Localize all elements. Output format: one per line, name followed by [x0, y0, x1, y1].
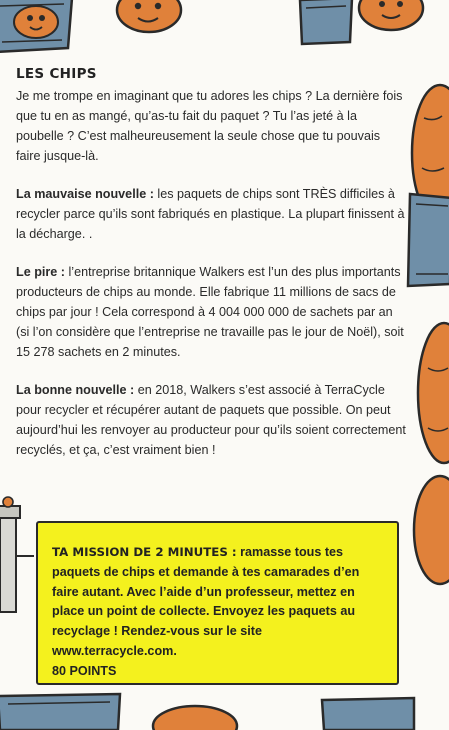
mission-text: ramasse tous tes paquets de chips et demande à tes camarades d’en faire autant. Avec l’aide d’un professeur, mettez en place un point de collecte. Envoyez les paquets au recyclage ! Rendez-vous sur le site www.terracycle.com.: [52, 545, 360, 658]
bad-news-text: les paquets de chips sont TRÈS difficiles à recycler parce qu’ils sont fabriqués en plastique. La plupart finissent à la décharge. .: [16, 187, 405, 241]
bad-news-paragraph: [16, 184, 408, 244]
worst-text: l’entreprise britannique Walkers est l’un des plus importants producteurs de chips au monde. Elle fabrique 11 millions de sacs de chips par jour ! Cela correspond à 4 004 000 000 de sachets par an (si l’on considère que l’entreprise ne travaille pas le jour de Noël), soit 15 278 sachets en 2 minutes.: [16, 265, 404, 359]
mission-points: 80 POINTS: [52, 663, 117, 678]
chip-packet-icon: [0, 0, 78, 56]
chip-icon: [402, 470, 449, 590]
intro-paragraph: Je me trompe en imaginant que tu adores les chips ? La dernière fois que tu en as mangé, qu’as-tu fait du paquet ? Tu l’as jeté à la poubelle ? C’est malheureusement la seule chose que tu pouvais faire jusque-là.: [16, 89, 403, 163]
good-news-text: en 2018, Walkers s’est associé à TerraCycle pour recycler et récupérer autant de paquets que possible. On peut aujourd’hui les renvoyer au producteur pour qu’ils soient correctement recyclés, et ça, c’est vraiment bien !: [16, 383, 406, 457]
chip-packet-icon: [0, 690, 124, 730]
chip-packet-icon: [318, 694, 418, 730]
worst-paragraph: [16, 262, 408, 362]
chip-packet-icon: [296, 0, 356, 46]
good-news-paragraph: [16, 380, 408, 460]
mission-heading: TA MISSION DE 2 MINUTES :: [52, 545, 237, 559]
bad-news-label: La mauvaise nouvelle :: [16, 187, 154, 201]
chip-packet-icon: [404, 190, 449, 290]
chip-icon: [114, 0, 184, 36]
article-body: [16, 64, 408, 460]
good-news-label: La bonne nouvelle :: [16, 383, 135, 397]
mission-box: [36, 521, 399, 685]
trash-can-icon: [0, 496, 38, 616]
worst-label: Le pire :: [16, 265, 65, 279]
chip-icon: [150, 700, 240, 730]
chip-icon: [408, 318, 449, 468]
chip-icon: [356, 0, 426, 34]
page-title: LES CHIPS: [16, 66, 97, 82]
